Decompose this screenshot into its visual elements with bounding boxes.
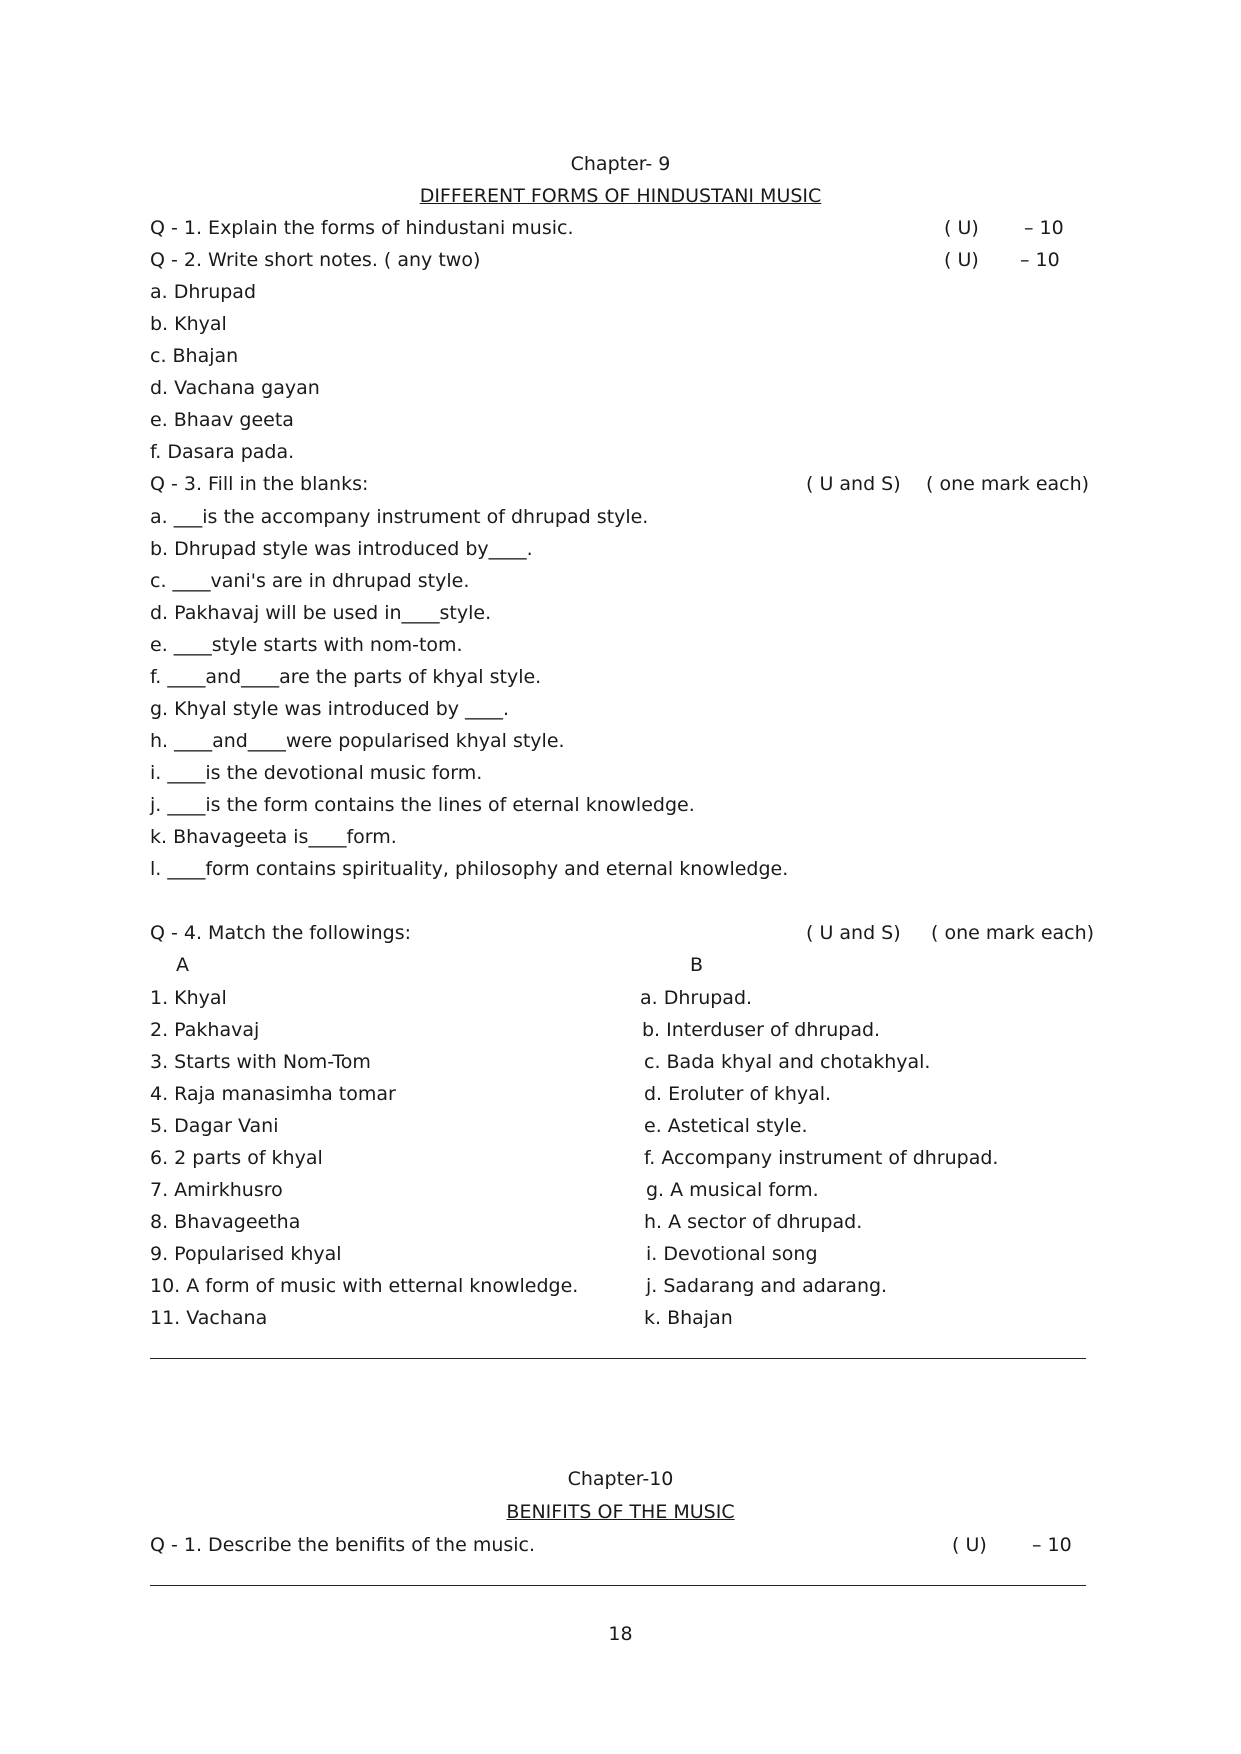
q3-item: d. Pakhavaj will be used in____style. (150, 602, 492, 624)
q3-item: f. ____and____are the parts of khyal style. (150, 666, 542, 688)
q1-marks: – 10 (1024, 217, 1064, 239)
ch10-q1-marks: – 10 (1032, 1534, 1072, 1556)
match-a-item: 1. Khyal (150, 987, 227, 1009)
q3-item: a. ___is the accompany instrument of dhrupad style. (150, 506, 649, 528)
q1-type: ( U) (944, 217, 979, 239)
match-b-item: a. Dhrupad. (640, 987, 753, 1009)
ch10-q1-type: ( U) (952, 1534, 987, 1556)
q3-type: ( U and S) (806, 473, 901, 495)
q3-text: Q - 3. Fill in the blanks: (150, 473, 369, 495)
q3-item: c. ____vani's are in dhrupad style. (150, 570, 470, 592)
q2-item: f. Dasara pada. (150, 441, 295, 463)
section-divider (150, 1358, 1086, 1359)
match-b-item: b. Interduser of dhrupad. (642, 1019, 881, 1041)
match-a-item: 10. A form of music with etternal knowledge. (150, 1275, 579, 1297)
match-b-item: c. Bada khyal and chotakhyal. (644, 1051, 931, 1073)
chapter-10-title: BENIFITS OF THE MUSIC (506, 1501, 735, 1523)
page-number: 18 (608, 1623, 633, 1645)
q4-type: ( U and S) (806, 922, 901, 944)
q2-text: Q - 2. Write short notes. ( any two) (150, 249, 481, 271)
chapter-10-heading: Chapter-10 (567, 1468, 674, 1490)
match-a-item: 5. Dagar Vani (150, 1115, 279, 1137)
match-a-item: 8. Bhavageetha (150, 1211, 301, 1233)
q2-marks: – 10 (1020, 249, 1060, 271)
match-a-item: 2. Pakhavaj (150, 1019, 260, 1041)
q3-item: g. Khyal style was introduced by ____. (150, 698, 510, 720)
q1-text: Q - 1. Explain the forms of hindustani music. (150, 217, 574, 239)
q4-text: Q - 4. Match the followings: (150, 922, 412, 944)
q3-item: i. ____is the devotional music form. (150, 762, 483, 784)
q3-item: b. Dhrupad style was introduced by____. (150, 538, 533, 560)
match-b-item: j. Sadarang and adarang. (646, 1275, 888, 1297)
q2-item: a. Dhrupad (150, 281, 257, 303)
ch10-q1-text: Q - 1. Describe the benifits of the music. (150, 1534, 536, 1556)
q2-item: b. Khyal (150, 313, 227, 335)
section-divider (150, 1585, 1086, 1586)
chapter-9-heading: Chapter- 9 (570, 153, 671, 175)
match-a-item: 11. Vachana (150, 1307, 268, 1329)
q2-type: ( U) (944, 249, 979, 271)
match-a-item: 9. Popularised khyal (150, 1243, 342, 1265)
match-b-item: k. Bhajan (644, 1307, 733, 1329)
q2-item: c. Bhajan (150, 345, 239, 367)
q2-item: e. Bhaav geeta (150, 409, 294, 431)
q3-item: k. Bhavageeta is____form. (150, 826, 397, 848)
match-b-item: i. Devotional song (646, 1243, 818, 1265)
match-a-item: 6. 2 parts of khyal (150, 1147, 323, 1169)
match-a-item: 7. Amirkhusro (150, 1179, 283, 1201)
match-b-item: g. A musical form. (646, 1179, 819, 1201)
q3-item: j. ____is the form contains the lines of eternal knowledge. (150, 794, 695, 816)
match-b-item: f. Accompany instrument of dhrupad. (644, 1147, 999, 1169)
chapter-9-title: DIFFERENT FORMS OF HINDUSTANI MUSIC (419, 185, 822, 207)
match-b-item: e. Astetical style. (644, 1115, 808, 1137)
q3-item: l. ____form contains spirituality, philosophy and eternal knowledge. (150, 858, 789, 880)
match-b-item: d. Eroluter of khyal. (644, 1083, 832, 1105)
column-b-header: B (690, 954, 704, 976)
column-a-header: A (176, 954, 189, 976)
match-a-item: 3. Starts with Nom-Tom (150, 1051, 371, 1073)
q2-item: d. Vachana gayan (150, 377, 320, 399)
q3-marks: ( one mark each) (926, 473, 1090, 495)
q3-item: e. ____style starts with nom-tom. (150, 634, 463, 656)
q4-marks: ( one mark each) (931, 922, 1095, 944)
q3-item: h. ____and____were popularised khyal style. (150, 730, 565, 752)
match-a-item: 4. Raja manasimha tomar (150, 1083, 396, 1105)
match-b-item: h. A sector of dhrupad. (644, 1211, 863, 1233)
